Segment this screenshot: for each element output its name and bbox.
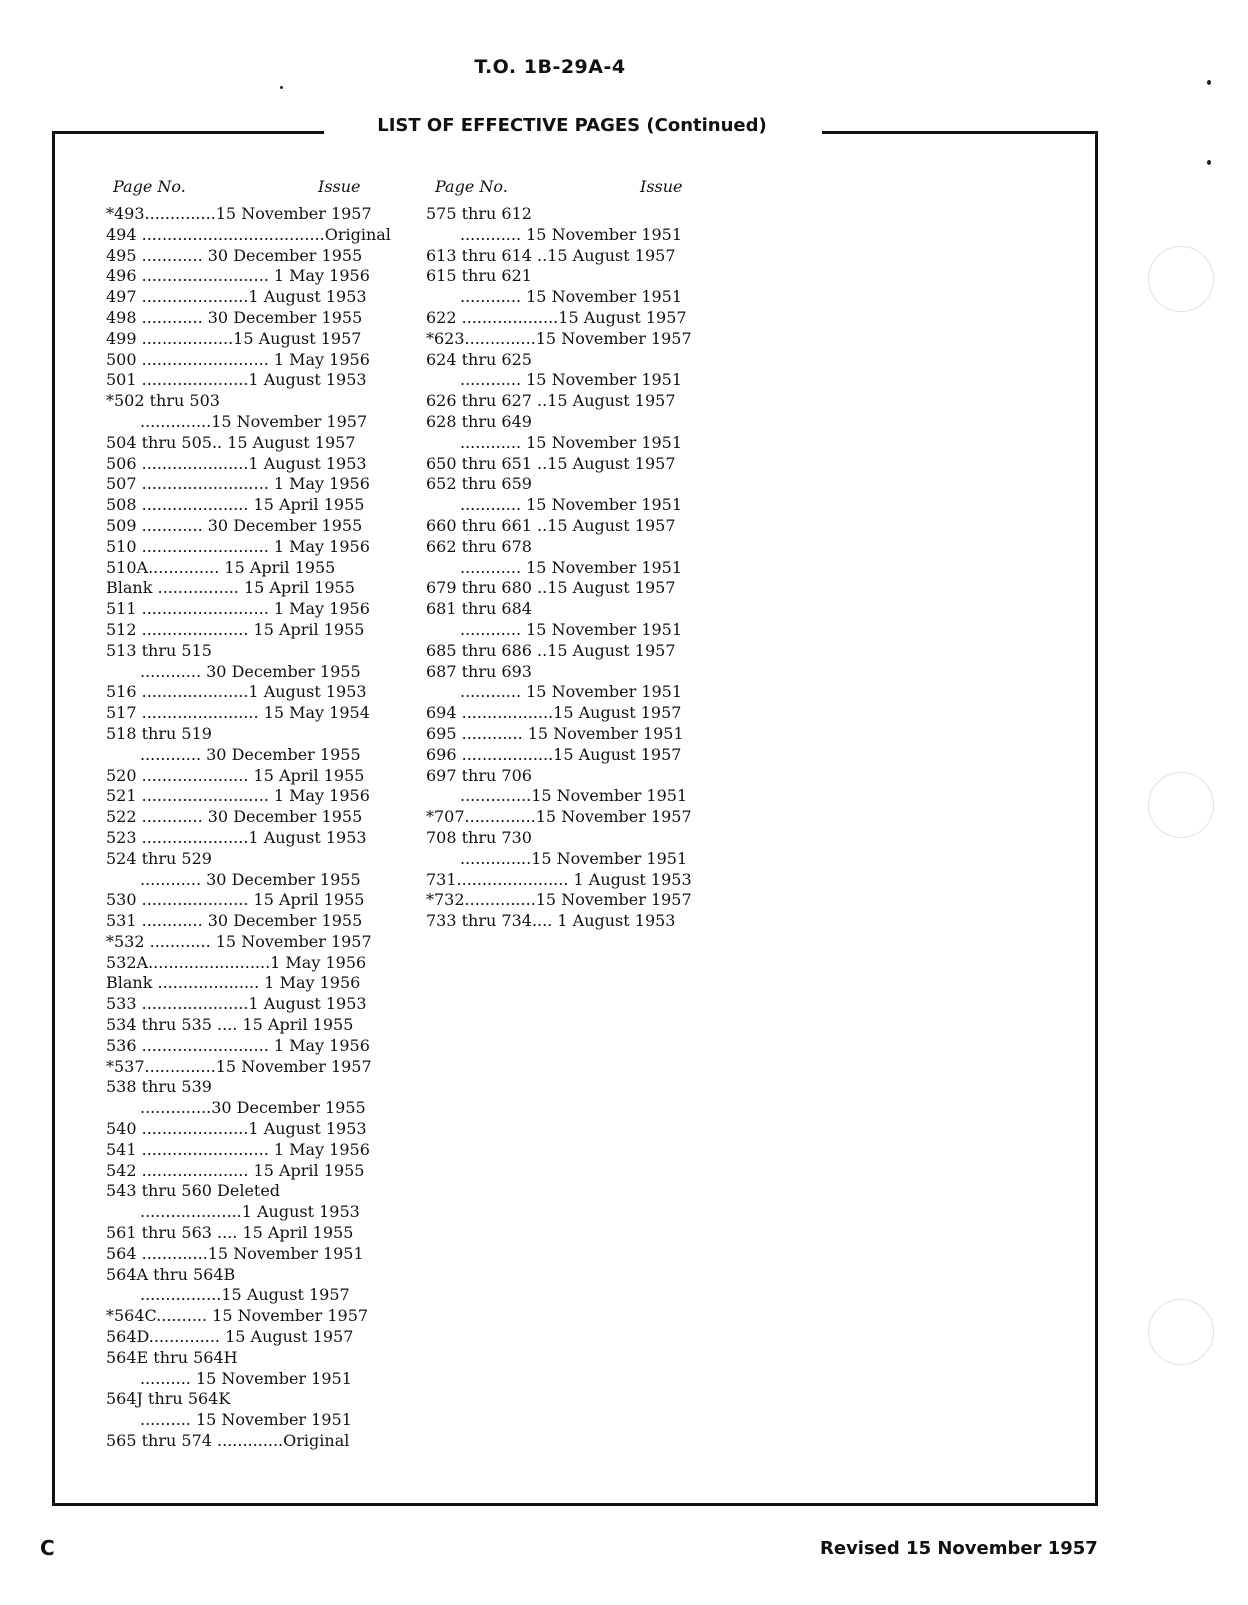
effective-page-entry: 541 ......................... 1 May 1956 <box>106 1139 370 1159</box>
page-title: LIST OF EFFECTIVE PAGES (Continued) <box>377 115 767 136</box>
effective-page-entry: .......... 15 November 1951 <box>140 1410 352 1430</box>
effective-page-entry: 697 thru 706 <box>426 765 532 785</box>
effective-page-entry: 708 thru 730 <box>426 827 532 847</box>
effective-page-entry: ............ 15 November 1951 <box>460 682 683 702</box>
effective-page-entry: Blank ................ 15 April 1955 <box>106 578 355 598</box>
effective-page-entry: 531 ............ 30 December 1955 <box>106 911 363 931</box>
effective-page-entry: ............ 30 December 1955 <box>140 661 361 681</box>
effective-page-entry: 542 ..................... 15 April 1955 <box>106 1160 365 1180</box>
effective-page-entry: 520 ..................... 15 April 1955 <box>106 765 365 785</box>
effective-page-entry: 622 ...................15 August 1957 <box>426 307 687 327</box>
effective-page-entry: 626 thru 627 ..15 August 1957 <box>426 391 676 411</box>
effective-page-entry: 561 thru 563 .... 15 April 1955 <box>106 1223 354 1243</box>
effective-page-entry: .......... 15 November 1951 <box>140 1368 352 1388</box>
effective-page-entry: 564D.............. 15 August 1957 <box>106 1327 354 1347</box>
left-entries-column <box>106 204 391 1452</box>
effective-page-entry: ............ 30 December 1955 <box>140 744 361 764</box>
effective-page-entry: 500 ......................... 1 May 1956 <box>106 349 370 369</box>
effective-page-entry: *537..............15 November 1957 <box>106 1056 372 1076</box>
page-letter: C <box>40 1536 55 1560</box>
effective-page-entry: 652 thru 659 <box>426 474 532 494</box>
effective-page-entry: 615 thru 621 <box>426 266 532 286</box>
effective-page-entry: 495 ............ 30 December 1955 <box>106 245 363 265</box>
effective-page-entry: 504 thru 505.. 15 August 1957 <box>106 432 356 452</box>
effective-page-entry: ............ 15 November 1951 <box>460 224 683 244</box>
effective-page-entry: 530 ..................... 15 April 1955 <box>106 890 365 910</box>
scan-speck <box>280 86 283 89</box>
effective-page-entry: 733 thru 734.... 1 August 1953 <box>426 911 676 931</box>
effective-page-entry: 660 thru 661 ..15 August 1957 <box>426 515 676 535</box>
effective-page-entry: 524 thru 529 <box>106 848 212 868</box>
scan-speck <box>1207 160 1211 165</box>
effective-page-entry: 518 thru 519 <box>106 723 212 743</box>
effective-page-entry: 498 ............ 30 December 1955 <box>106 307 363 327</box>
effective-page-entry: ....................1 August 1953 <box>140 1202 360 1222</box>
effective-page-entry: 575 thru 612 <box>426 204 532 223</box>
effective-page-entry: ............ 15 November 1951 <box>460 287 683 307</box>
effective-page-entry: ............ 15 November 1951 <box>460 557 683 577</box>
effective-page-entry: 624 thru 625 <box>426 349 532 369</box>
effective-page-entry: 696 ..................15 August 1957 <box>426 744 682 764</box>
effective-page-entry: 510A.............. 15 April 1955 <box>106 557 336 577</box>
right-entries-column <box>426 204 692 932</box>
effective-page-entry: ..............15 November 1951 <box>460 786 688 806</box>
effective-page-entry: 534 thru 535 .... 15 April 1955 <box>106 1015 354 1035</box>
effective-page-entry: *623..............15 November 1957 <box>426 328 692 348</box>
effective-page-entry: 565 thru 574 .............Original <box>106 1431 350 1451</box>
effective-page-entry: 499 ..................15 August 1957 <box>106 328 362 348</box>
effective-page-entry: *732..............15 November 1957 <box>426 890 692 910</box>
effective-page-entry: 694 ..................15 August 1957 <box>426 703 682 723</box>
effective-page-entry: 564E thru 564H <box>106 1347 238 1367</box>
effective-page-entry: 496 ......................... 1 May 1956 <box>106 266 370 286</box>
effective-page-entry: 564A thru 564B <box>106 1264 236 1284</box>
effective-page-entry: 681 thru 684 <box>426 599 532 619</box>
effective-page-entry: ............ 15 November 1951 <box>460 432 683 452</box>
effective-page-entry: 522 ............ 30 December 1955 <box>106 807 363 827</box>
effective-page-entry: 521 ......................... 1 May 1956 <box>106 786 370 806</box>
effective-page-entry: 543 thru 560 Deleted <box>106 1181 281 1201</box>
effective-page-entry: 506 .....................1 August 1953 <box>106 453 367 473</box>
left-issue-header: Issue <box>318 177 361 196</box>
effective-page-entry: *707..............15 November 1957 <box>426 807 692 827</box>
right-page-no-header: Page No. <box>435 177 508 196</box>
effective-page-entry: ............ 15 November 1951 <box>460 370 683 390</box>
effective-page-entry: 731...................... 1 August 1953 <box>426 869 692 889</box>
left-page-no-header: Page No. <box>113 177 186 196</box>
effective-page-entry: 532A........................1 May 1956 <box>106 952 367 972</box>
effective-page-entry: 501 .....................1 August 1953 <box>106 370 367 390</box>
effective-page-entry: 650 thru 651 ..15 August 1957 <box>426 453 676 473</box>
effective-page-entry: 507 ......................... 1 May 1956 <box>106 474 370 494</box>
effective-page-entry: 516 .....................1 August 1953 <box>106 682 367 702</box>
effective-page-entry: *532 ............ 15 November 1957 <box>106 931 372 951</box>
effective-page-entry: ..............15 November 1957 <box>140 411 368 431</box>
effective-page-entry: ................15 August 1957 <box>140 1285 350 1305</box>
effective-page-entry: 695 ............ 15 November 1951 <box>426 723 684 743</box>
effective-page-entry: 509 ............ 30 December 1955 <box>106 515 363 535</box>
right-issue-header: Issue <box>640 177 683 196</box>
effective-page-entry: 494 ....................................Original <box>106 224 391 244</box>
effective-page-entry: Blank .................... 1 May 1956 <box>106 973 361 993</box>
effective-page-entry: 538 thru 539 <box>106 1077 212 1097</box>
effective-page-entry: 513 thru 515 <box>106 640 212 660</box>
effective-page-entry: *502 thru 503 <box>106 391 220 411</box>
effective-page-entry: 564 .............15 November 1951 <box>106 1243 364 1263</box>
effective-page-entry: 510 ......................... 1 May 1956 <box>106 536 370 556</box>
effective-page-entry: ..............30 December 1955 <box>140 1098 366 1118</box>
effective-page-entry: 662 thru 678 <box>426 536 532 556</box>
effective-page-entry: ............ 15 November 1951 <box>460 619 683 639</box>
effective-page-entry: 512 ..................... 15 April 1955 <box>106 619 365 639</box>
effective-page-entry: 523 .....................1 August 1953 <box>106 827 367 847</box>
effective-page-entry: 540 .....................1 August 1953 <box>106 1119 367 1139</box>
effective-page-entry: 687 thru 693 <box>426 661 532 681</box>
effective-page-entry: ............ 15 November 1951 <box>460 495 683 515</box>
binder-hole-middle <box>1148 772 1214 838</box>
effective-page-entry: 628 thru 649 <box>426 411 532 431</box>
effective-page-entry: 508 ..................... 15 April 1955 <box>106 495 365 515</box>
binder-hole-top <box>1148 246 1214 312</box>
effective-page-entry: 613 thru 614 ..15 August 1957 <box>426 245 676 265</box>
effective-page-entry: 511 ......................... 1 May 1956 <box>106 599 370 619</box>
effective-page-entry: 497 .....................1 August 1953 <box>106 287 367 307</box>
binder-hole-bottom <box>1148 1299 1214 1365</box>
technical-order-number: T.O. 1B-29A-4 <box>474 56 626 78</box>
effective-page-entry: *493..............15 November 1957 <box>106 204 372 223</box>
scan-speck <box>1207 80 1211 85</box>
effective-page-entry: *564C.......... 15 November 1957 <box>106 1306 369 1326</box>
effective-page-entry: 564J thru 564K <box>106 1389 231 1409</box>
effective-page-entry: 533 .....................1 August 1953 <box>106 994 367 1014</box>
effective-page-entry: 536 ......................... 1 May 1956 <box>106 1035 370 1055</box>
effective-page-entry: 679 thru 680 ..15 August 1957 <box>426 578 676 598</box>
effective-page-entry: ..............15 November 1951 <box>460 848 688 868</box>
effective-page-entry: 685 thru 686 ..15 August 1957 <box>426 640 676 660</box>
revision-date: Revised 15 November 1957 <box>820 1538 1098 1559</box>
effective-page-entry: 517 ....................... 15 May 1954 <box>106 703 370 723</box>
effective-page-entry: ............ 30 December 1955 <box>140 869 361 889</box>
